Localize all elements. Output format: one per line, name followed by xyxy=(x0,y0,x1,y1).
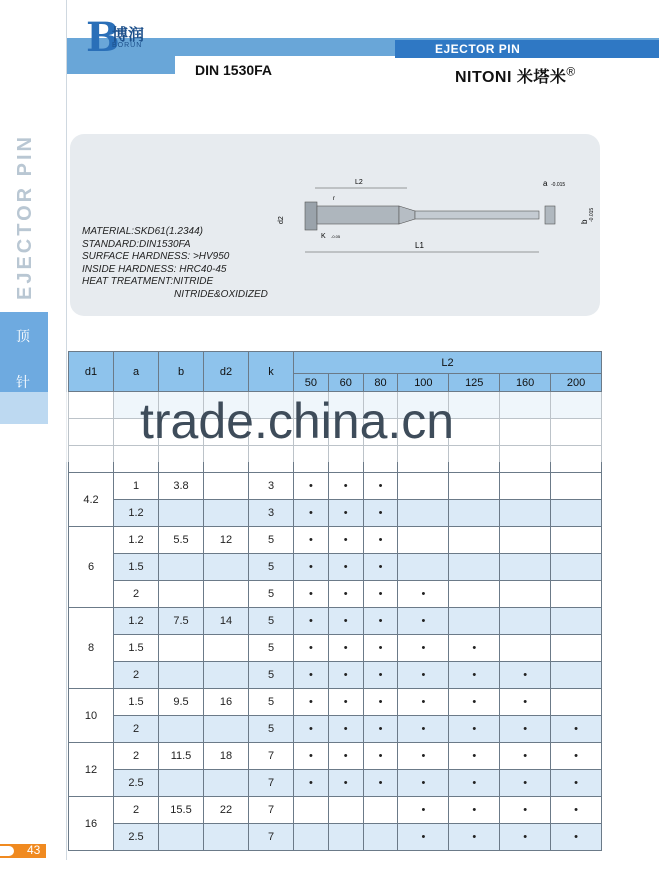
cell-a: 1.5 xyxy=(114,635,159,662)
cell-b xyxy=(159,662,204,689)
availability-dot: • xyxy=(343,777,348,789)
cell-availability xyxy=(294,743,329,770)
cell-availability xyxy=(398,500,449,527)
availability-dot: • xyxy=(378,777,383,789)
cell-k: 5 xyxy=(249,581,294,608)
cell-availability xyxy=(551,500,602,527)
cell-d1: 16 xyxy=(69,797,114,851)
spec-heat-treatment-2: NITRIDE&OXIDIZED xyxy=(174,288,268,300)
availability-dot: • xyxy=(523,669,528,681)
page-tab-notch xyxy=(0,846,14,856)
dim-a-label: a xyxy=(543,179,548,188)
availability-dot: • xyxy=(343,534,348,546)
table-row xyxy=(69,689,602,716)
availability-dot: • xyxy=(574,777,578,789)
cell-availability xyxy=(294,797,329,824)
availability-dot: • xyxy=(472,750,477,762)
dim-r-label: r xyxy=(333,196,335,202)
dim-k-tol: -0.05 xyxy=(331,234,341,239)
cell-d2: 22 xyxy=(204,797,249,824)
cell-b xyxy=(159,554,204,581)
cell-d2 xyxy=(204,662,249,689)
cell-d2 xyxy=(204,500,249,527)
availability-dot: • xyxy=(378,642,383,654)
availability-dot: • xyxy=(574,750,578,762)
cell-a: 1 xyxy=(114,473,159,500)
cell-b xyxy=(159,581,204,608)
cell-d1: 12 xyxy=(69,743,114,797)
cell-availability xyxy=(398,824,449,851)
availability-dot: • xyxy=(574,723,578,735)
spec-heat-treatment: HEAT TREATMENT:NITRIDE xyxy=(82,276,214,287)
cell-availability xyxy=(551,635,602,662)
cell-k: 5 xyxy=(249,554,294,581)
col-k: k xyxy=(249,352,294,392)
availability-dot: • xyxy=(523,696,528,708)
col-l2-50: 50 xyxy=(294,374,329,392)
col-l2-160: 160 xyxy=(500,374,551,392)
cell-availability xyxy=(551,608,602,635)
cell-k: 5 xyxy=(249,716,294,743)
availability-dot: • xyxy=(343,507,348,519)
brand-text: NITONI 米塔米 xyxy=(455,69,567,86)
availability-dot: • xyxy=(472,831,477,843)
cell-availability xyxy=(294,500,329,527)
cell-availability xyxy=(551,743,602,770)
cell-a: 2.5 xyxy=(114,770,159,797)
availability-dot: • xyxy=(378,669,383,681)
cell-availability xyxy=(500,743,551,770)
table-row xyxy=(69,716,602,743)
availability-dot: • xyxy=(472,669,477,681)
availability-dot: • xyxy=(472,696,477,708)
availability-dot: • xyxy=(378,507,383,519)
table-row xyxy=(69,554,602,581)
cell-b xyxy=(159,500,204,527)
cell-availability xyxy=(398,554,449,581)
availability-dot: • xyxy=(421,669,426,681)
availability-dot: • xyxy=(308,723,313,735)
availability-dot: • xyxy=(421,750,426,762)
cell-d2: 12 xyxy=(204,527,249,554)
cell-availability xyxy=(500,824,551,851)
cell-availability xyxy=(398,527,449,554)
cell-availability xyxy=(500,797,551,824)
availability-dot: • xyxy=(343,723,348,735)
col-l2-100: 100 xyxy=(398,374,449,392)
table-row xyxy=(69,608,602,635)
availability-dot: • xyxy=(378,480,383,492)
availability-dot: • xyxy=(472,804,477,816)
cell-availability xyxy=(328,716,363,743)
cell-availability xyxy=(398,716,449,743)
cell-availability xyxy=(363,662,398,689)
spec-material: MATERIAL:SKD61(1.2344) xyxy=(82,226,203,237)
availability-dot: • xyxy=(308,588,313,600)
cell-availability xyxy=(294,608,329,635)
cell-b xyxy=(159,770,204,797)
cell-availability xyxy=(363,554,398,581)
cell-availability xyxy=(328,635,363,662)
table-row xyxy=(69,662,602,689)
availability-dot: • xyxy=(308,750,313,762)
availability-dot: • xyxy=(343,669,348,681)
availability-dot: • xyxy=(523,723,528,735)
availability-dot: • xyxy=(378,561,383,573)
cell-availability xyxy=(500,770,551,797)
cell-availability xyxy=(294,824,329,851)
cell-availability xyxy=(551,662,602,689)
availability-dot: • xyxy=(308,534,313,546)
col-l2-200: 200 xyxy=(551,374,602,392)
cell-k: 5 xyxy=(249,635,294,662)
cell-b xyxy=(159,635,204,662)
cell-availability xyxy=(500,689,551,716)
cell-availability xyxy=(500,635,551,662)
cell-availability xyxy=(449,581,500,608)
cell-k: 7 xyxy=(249,824,294,851)
pin-taper xyxy=(399,206,415,224)
spec-surface-hardness: SURFACE HARDNESS: >HV950 xyxy=(82,251,230,262)
cell-availability xyxy=(551,527,602,554)
availability-dot: • xyxy=(421,831,426,843)
availability-dot: • xyxy=(523,777,528,789)
cell-availability xyxy=(398,581,449,608)
availability-dot: • xyxy=(378,615,383,627)
cell-a: 1.5 xyxy=(114,689,159,716)
col-l2-125: 125 xyxy=(449,374,500,392)
cell-a: 2 xyxy=(114,716,159,743)
cell-k: 5 xyxy=(249,527,294,554)
availability-dot: • xyxy=(378,696,383,708)
table-row xyxy=(69,581,602,608)
cell-b: 7.5 xyxy=(159,608,204,635)
cell-availability xyxy=(449,635,500,662)
cell-availability xyxy=(328,554,363,581)
availability-dot: • xyxy=(343,561,348,573)
availability-dot: • xyxy=(421,642,426,654)
cell-availability xyxy=(398,662,449,689)
cell-availability xyxy=(328,500,363,527)
cell-availability xyxy=(328,608,363,635)
cell-availability xyxy=(328,743,363,770)
availability-dot: • xyxy=(472,723,477,735)
cell-availability xyxy=(363,635,398,662)
cell-k: 7 xyxy=(249,797,294,824)
cell-availability xyxy=(449,824,500,851)
cell-d2 xyxy=(204,473,249,500)
cell-d2: 14 xyxy=(204,608,249,635)
vertical-title: EJECTOR PIN xyxy=(14,134,36,300)
cell-availability xyxy=(328,770,363,797)
side-cn-2: 针 xyxy=(16,374,30,390)
cell-availability xyxy=(449,743,500,770)
cell-availability xyxy=(294,473,329,500)
table-row xyxy=(69,797,602,824)
cell-availability xyxy=(449,662,500,689)
availability-dot: • xyxy=(472,642,477,654)
availability-dot: • xyxy=(378,588,383,600)
cell-d2 xyxy=(204,824,249,851)
cell-availability xyxy=(449,716,500,743)
col-a: a xyxy=(114,352,159,392)
availability-dot: • xyxy=(421,696,426,708)
cell-availability xyxy=(294,581,329,608)
cell-availability xyxy=(294,662,329,689)
cell-availability xyxy=(398,608,449,635)
cell-b: 9.5 xyxy=(159,689,204,716)
cell-availability xyxy=(398,770,449,797)
logo-en: BORUN xyxy=(112,42,143,49)
cell-k: 5 xyxy=(249,662,294,689)
availability-dot: • xyxy=(308,669,313,681)
section-tag-label: EJECTOR PIN xyxy=(435,42,521,56)
cell-availability xyxy=(328,797,363,824)
cell-d2: 18 xyxy=(204,743,249,770)
logo-cn: 博润 xyxy=(112,27,145,44)
availability-dot: • xyxy=(343,750,348,762)
col-b: b xyxy=(159,352,204,392)
cell-a: 2 xyxy=(114,797,159,824)
brand-name xyxy=(455,64,576,87)
table-row xyxy=(69,635,602,662)
cell-availability xyxy=(500,608,551,635)
page-number: 43 xyxy=(27,843,41,857)
availability-dot: • xyxy=(308,696,313,708)
cell-a: 2.5 xyxy=(114,824,159,851)
cell-a: 1.2 xyxy=(114,608,159,635)
availability-dot: • xyxy=(523,750,528,762)
col-l2: L2 xyxy=(294,352,602,374)
availability-dot: • xyxy=(308,480,313,492)
cell-b: 3.8 xyxy=(159,473,204,500)
col-l2-80: 80 xyxy=(363,374,398,392)
cell-availability xyxy=(363,473,398,500)
cell-availability xyxy=(363,770,398,797)
table-row xyxy=(69,527,602,554)
cell-availability xyxy=(328,473,363,500)
cell-k: 7 xyxy=(249,743,294,770)
cell-availability xyxy=(328,662,363,689)
table-row xyxy=(69,500,602,527)
table-row xyxy=(69,743,602,770)
cell-availability xyxy=(398,635,449,662)
cell-d2 xyxy=(204,554,249,581)
cell-d2: 16 xyxy=(204,689,249,716)
company-logo xyxy=(86,16,156,60)
availability-dot: • xyxy=(378,534,383,546)
availability-dot: • xyxy=(523,831,528,843)
cell-availability xyxy=(363,500,398,527)
cell-availability xyxy=(363,608,398,635)
cell-d1: 4.2 xyxy=(69,473,114,527)
cell-b: 5.5 xyxy=(159,527,204,554)
availability-dot: • xyxy=(421,615,426,627)
cell-k: 5 xyxy=(249,689,294,716)
cell-availability xyxy=(500,581,551,608)
cell-availability xyxy=(398,743,449,770)
cell-availability xyxy=(551,473,602,500)
cell-availability xyxy=(363,689,398,716)
cell-a: 1.2 xyxy=(114,527,159,554)
cell-availability xyxy=(551,581,602,608)
cell-availability xyxy=(449,500,500,527)
table-row xyxy=(69,824,602,851)
availability-dot: • xyxy=(343,642,348,654)
cell-availability xyxy=(449,527,500,554)
cell-a: 2 xyxy=(114,662,159,689)
cell-d2 xyxy=(204,716,249,743)
col-l2-60: 60 xyxy=(328,374,363,392)
cell-availability xyxy=(500,662,551,689)
cell-k: 7 xyxy=(249,770,294,797)
cell-d1: 6 xyxy=(69,527,114,608)
availability-dot: • xyxy=(308,615,313,627)
cell-a: 1.5 xyxy=(114,554,159,581)
cell-b xyxy=(159,824,204,851)
cell-availability xyxy=(294,770,329,797)
cell-availability xyxy=(328,581,363,608)
cell-k: 3 xyxy=(249,500,294,527)
dim-b-tol: -0.015 xyxy=(589,207,595,222)
cell-availability xyxy=(363,581,398,608)
spec-list xyxy=(82,226,268,301)
watermark-text: trade.china.cn xyxy=(140,393,455,449)
pin-blade xyxy=(415,211,539,219)
availability-dot: • xyxy=(421,723,426,735)
cell-d1: 10 xyxy=(69,689,114,743)
dim-l1-label: L1 xyxy=(415,241,424,250)
cell-b: 11.5 xyxy=(159,743,204,770)
cell-availability xyxy=(500,716,551,743)
cell-availability xyxy=(551,689,602,716)
registered-mark: ® xyxy=(566,64,576,79)
cell-availability xyxy=(500,500,551,527)
cell-d2 xyxy=(204,635,249,662)
cell-availability xyxy=(500,473,551,500)
cell-b xyxy=(159,716,204,743)
availability-dot: • xyxy=(343,480,348,492)
availability-dot: • xyxy=(421,777,426,789)
cell-availability xyxy=(551,824,602,851)
cell-d2 xyxy=(204,581,249,608)
cell-availability xyxy=(328,527,363,554)
cell-availability xyxy=(363,743,398,770)
standard-title: DIN 1530FA xyxy=(195,62,273,78)
availability-dot: • xyxy=(308,642,313,654)
availability-dot: • xyxy=(308,777,313,789)
pin-drawing xyxy=(255,172,595,262)
cell-availability xyxy=(294,527,329,554)
side-cn-1: 顶 xyxy=(16,328,30,344)
cell-b: 15.5 xyxy=(159,797,204,824)
cell-availability xyxy=(449,797,500,824)
cell-d2 xyxy=(204,770,249,797)
availability-dot: • xyxy=(574,831,578,843)
cell-a: 1.2 xyxy=(114,500,159,527)
dim-b-label: b xyxy=(580,219,589,224)
cell-availability xyxy=(363,527,398,554)
spec-standard: STANDARD:DIN1530FA xyxy=(82,238,191,250)
cell-a: 2 xyxy=(114,581,159,608)
cell-availability xyxy=(551,716,602,743)
logo-letter: B xyxy=(86,14,120,61)
cell-k: 5 xyxy=(249,608,294,635)
spec-inside-hardness: INSIDE HARDNESS: HRC40-45 xyxy=(82,263,227,275)
cell-availability xyxy=(449,770,500,797)
availability-dot: • xyxy=(308,561,313,573)
availability-dot: • xyxy=(343,696,348,708)
availability-dot: • xyxy=(523,804,528,816)
cell-availability xyxy=(449,473,500,500)
cell-availability xyxy=(398,689,449,716)
availability-dot: • xyxy=(343,615,348,627)
cell-availability xyxy=(449,689,500,716)
availability-dot: • xyxy=(308,507,313,519)
cell-availability xyxy=(294,635,329,662)
cell-availability xyxy=(328,689,363,716)
cell-availability xyxy=(363,716,398,743)
availability-dot: • xyxy=(421,804,426,816)
availability-dot: • xyxy=(378,750,383,762)
pin-head xyxy=(305,202,317,230)
availability-dot: • xyxy=(574,804,578,816)
pin-end xyxy=(545,206,555,224)
cell-availability xyxy=(398,473,449,500)
cell-availability xyxy=(449,608,500,635)
cell-availability xyxy=(500,554,551,581)
availability-dot: • xyxy=(343,588,348,600)
table-row xyxy=(69,770,602,797)
cell-availability xyxy=(551,797,602,824)
cell-availability xyxy=(363,824,398,851)
col-d1: d1 xyxy=(69,352,114,392)
cell-d1: 8 xyxy=(69,608,114,689)
pin-shank xyxy=(317,206,399,224)
section-tag xyxy=(395,40,659,58)
cell-availability xyxy=(551,770,602,797)
dim-k-label: K xyxy=(321,233,326,240)
cell-availability xyxy=(294,716,329,743)
availability-dot: • xyxy=(378,723,383,735)
cell-a: 2 xyxy=(114,743,159,770)
table-row xyxy=(69,473,602,500)
cell-availability xyxy=(328,824,363,851)
availability-dot: • xyxy=(421,588,426,600)
cell-k: 3 xyxy=(249,473,294,500)
cell-availability xyxy=(363,797,398,824)
col-d2: d2 xyxy=(204,352,249,392)
dim-d2-label: d2 xyxy=(278,216,285,224)
cell-availability xyxy=(294,554,329,581)
cell-availability xyxy=(294,689,329,716)
cell-availability xyxy=(449,554,500,581)
dim-l2-label: L2 xyxy=(355,179,363,186)
availability-dot: • xyxy=(472,777,477,789)
cell-availability xyxy=(398,797,449,824)
cell-availability xyxy=(551,554,602,581)
cell-availability xyxy=(500,527,551,554)
dim-a-tol: -0.015 xyxy=(551,182,566,188)
